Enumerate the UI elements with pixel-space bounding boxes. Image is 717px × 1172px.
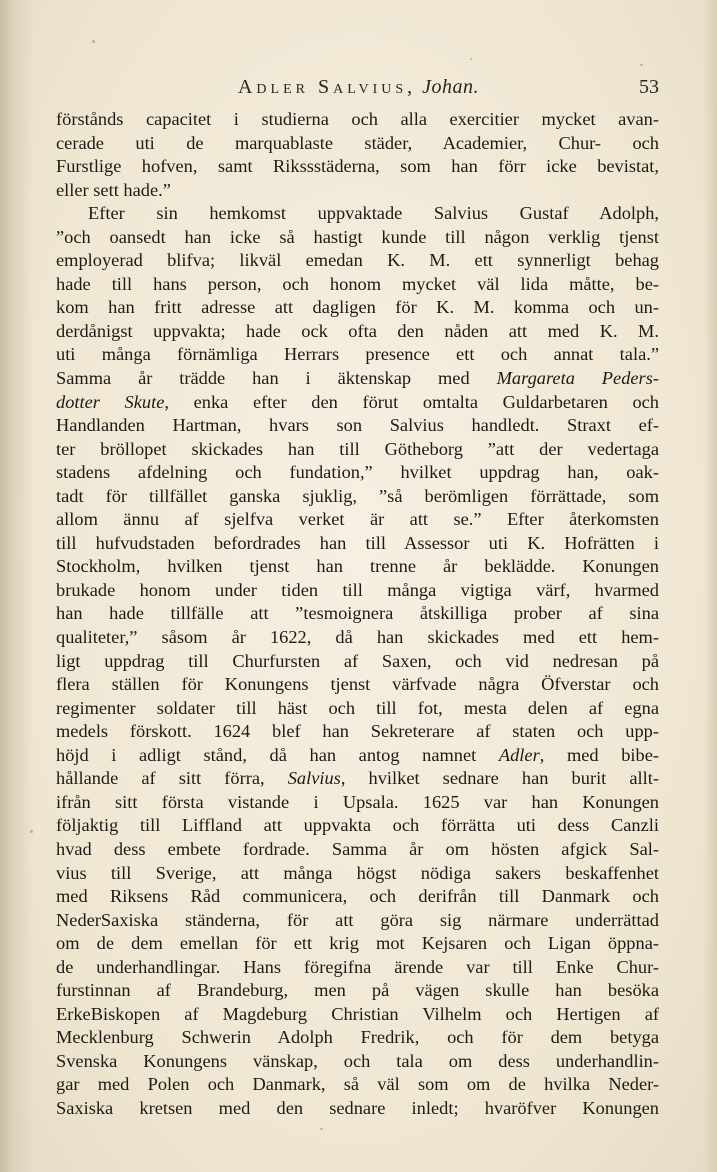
text-line: förstånds capacitet i studierna och alla exercitier mycket avan- [56, 109, 659, 129]
text-line: stadens afdelning och fundation,” hvilket uppdrag han, oak- [56, 462, 659, 483]
text-line: regimenter soldater till häst och till fot, mesta delen af egna [56, 697, 659, 718]
text-line: qualiteter,” såsom år 1622, då han skickades med ett hem- [56, 627, 659, 648]
text-run: Samma år trädde han i äktenskap med [56, 368, 497, 389]
text-line: ErkeBiskopen af Magdeburg Christian Vilhelm och Hertigen af [56, 1003, 659, 1024]
text-run: , hvilket sednare han burit allt- [340, 768, 659, 789]
text-line: brukade honom under tiden till många vigtiga värf, hvarmed [56, 579, 659, 600]
italic-run: Salvius [287, 768, 341, 789]
text-line: ”och oansedt han icke så hastigt kunde till någon verklig tjenst [56, 226, 659, 247]
text-line: Handlanden Hartman, hvars son Salvius handledt. Straxt ef- [56, 415, 659, 436]
italic-run: Adler [498, 744, 540, 765]
text-line: NederSaxiska ständerna, för att göra sig närmare underrättad [56, 909, 659, 930]
text-line: följaktig till Liffland att uppvakta och förrätta uti dess Canzli [56, 815, 659, 836]
text-line: kom han fritt adresse att dagligen för K. M. komma och un- [56, 297, 659, 318]
text-line: uti många förnämliga Herrars presence ett och annat tala.” [56, 344, 659, 365]
text-line: gar med Polen och Danmark, så väl som om de hvilka Neder- [56, 1074, 659, 1095]
text-line-with-italic [56, 367, 659, 391]
page-number: 53 [639, 76, 659, 98]
text-run: hållande af sitt förra, [56, 768, 288, 789]
text-line: ter bröllopet skickades han till Götheborg ”att der vedertaga [56, 438, 659, 459]
text-line: medels förskott. 1624 blef han Sekreterare af staten och upp- [56, 721, 659, 742]
text-line: allom ännu af sjelfva verket är att se.” Efter återkomsten [56, 509, 659, 530]
text-line: om de dem emellan för ett krig mot Kejsaren och Ligan öppna- [56, 933, 659, 954]
text-line: cerade uti de marquablaste städer, Academier, Chur- och [56, 132, 659, 153]
italic-run: dotter Skute [56, 391, 165, 412]
running-head [0, 74, 717, 104]
text-line: Svenska Konungens vänskap, och tala om dess underhandlin- [56, 1050, 659, 1071]
text-line: Saxiska kretsen med den sednare inledt; hvaröfver Konungen [56, 1097, 659, 1118]
body-text [56, 108, 659, 1121]
text-line: eller sett hade.” [56, 179, 171, 200]
text-line: till hufvudstaden befordrades han till Assessor uti K. Hofrätten i [56, 532, 659, 553]
text-line: flera ställen för Konungens tjenst värfvade några Öfverstar och [56, 674, 659, 695]
text-line: ifrån sitt första vistande i Upsala. 1625 var han Konungen [56, 791, 659, 812]
text-line: hade till hans person, och honom mycket väl lida måtte, be- [56, 273, 659, 294]
running-title-forename: Johan. [422, 76, 480, 98]
running-title-name: Adler Salvius, [237, 76, 417, 98]
text-run: , med bibe- [539, 744, 659, 765]
text-line: Stockholm, hvilken tjenst han trenne år beklädde. Konungen [56, 556, 659, 577]
text-line: Furstlige hofven, samt Rikssstäderna, som han förr icke bevistat, [56, 156, 659, 177]
text-line-with-italic [56, 744, 659, 768]
text-run: höjd i adligt stånd, då han antog namnet [56, 744, 499, 765]
text-line: hvad dess embete fordrade. Samma år om hösten afgick Sal- [56, 838, 659, 859]
text-line: ligt uppdrag till Churfursten af Saxen, och vid nedresan på [56, 650, 659, 671]
text-line: Efter sin hemkomst uppvaktade Salvius Gustaf Adolph, [88, 203, 659, 224]
text-line: vius till Sverige, att många högst nödiga sakers beskaffenhet [56, 862, 659, 883]
gutter-shadow [0, 0, 34, 1172]
text-line: Mecklenburg Schwerin Adolph Fredrik, och för dem betyga [56, 1027, 659, 1048]
running-title [0, 76, 717, 99]
text-line: de underhandlingar. Hans föregifna ärende var till Enke Chur- [56, 956, 659, 977]
page-edge [703, 0, 717, 1172]
italic-run: Margareta Peders- [496, 368, 659, 389]
text-run: , enka efter den förut omtalta Guldarbetaren och [164, 391, 659, 412]
text-line: employerad blifva; likväl emedan K. M. ett synnerligt behag [56, 250, 659, 271]
text-line: med Riksens Råd communicera, och derifrån till Danmark och [56, 886, 659, 907]
text-line-with-italic [56, 767, 659, 791]
text-line: han hade tillfälle att ”tesmoignera åtskilliga prober af sina [56, 603, 659, 624]
text-line-with-italic [56, 391, 659, 415]
text-line: derdånigst uppvakta; hade ock ofta den nåden att med K. M. [56, 320, 659, 341]
text-line: tadt för tillfället ganska sjuklig, ”så berömligen förrättade, som [56, 485, 659, 506]
text-line: furstinnan af Brandeburg, men på vägen skulle han besöka [56, 980, 659, 1001]
